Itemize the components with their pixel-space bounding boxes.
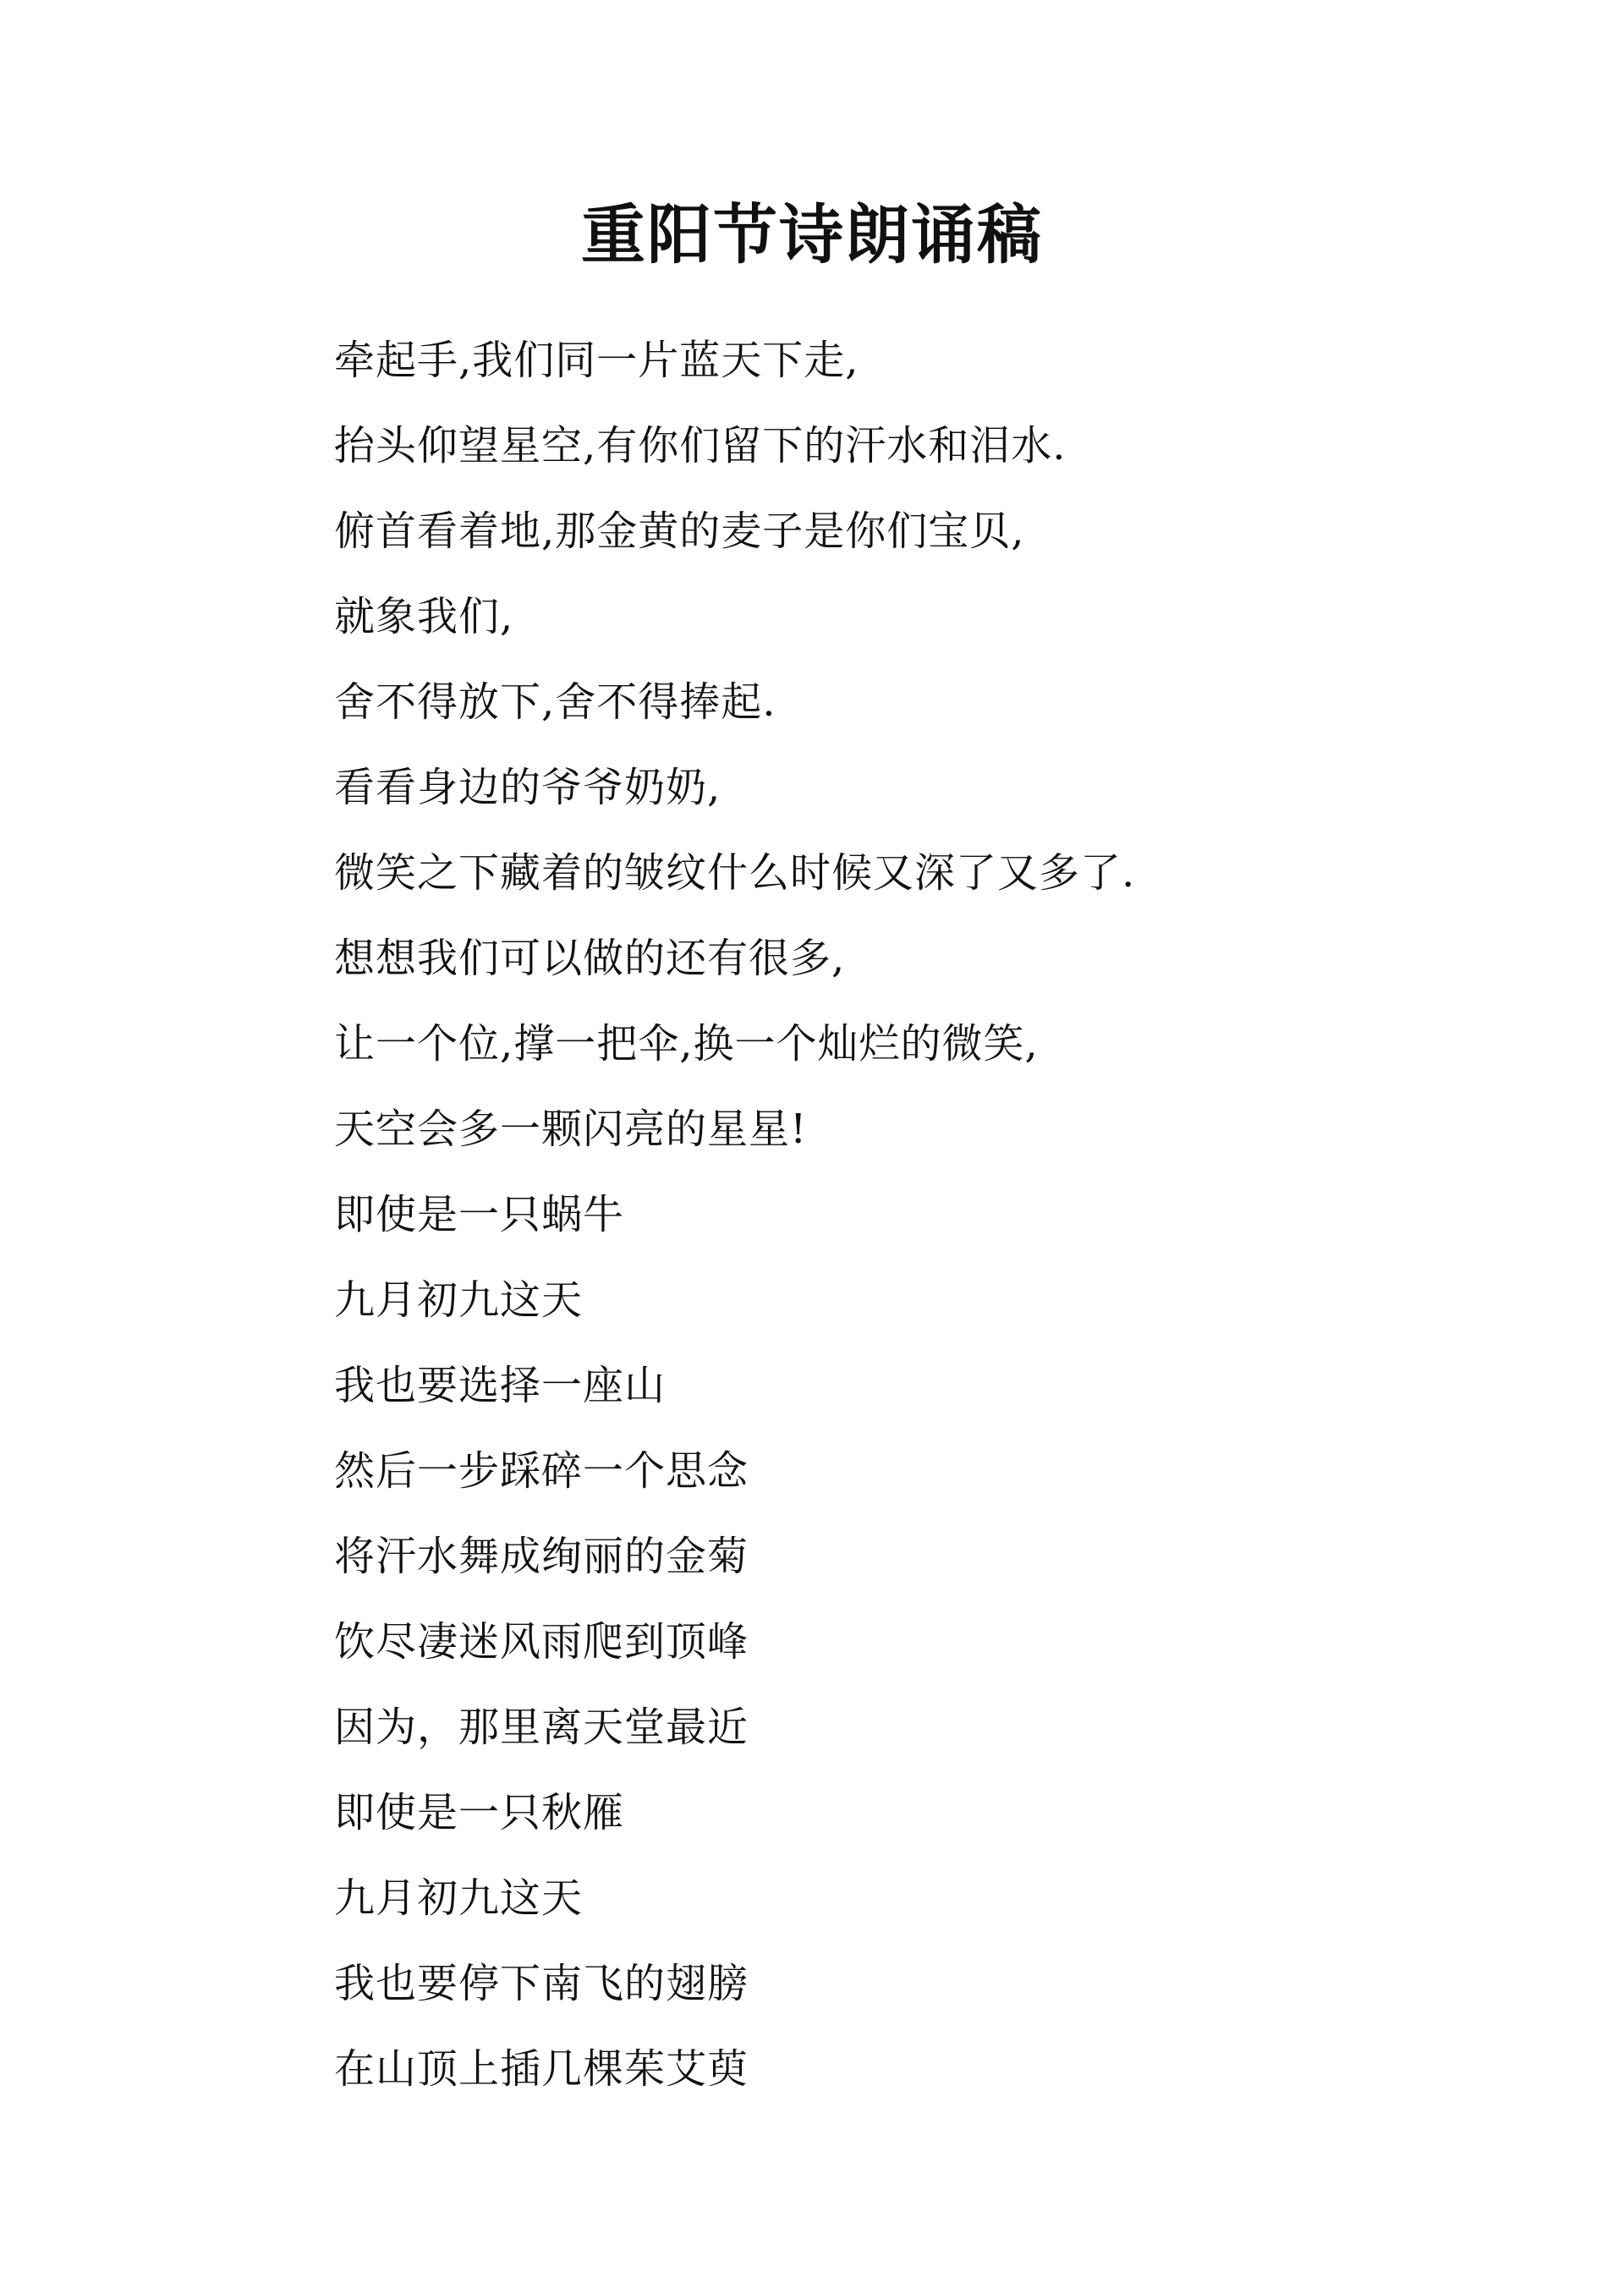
poem-line: 舍不得放下,舍不得捧起. bbox=[334, 678, 776, 726]
poem-line: 因为，那里离天堂最近 bbox=[334, 1704, 749, 1751]
poem-line: 九月初九这天 bbox=[334, 1276, 584, 1324]
poem-line: 抬头仰望星空,有你们留下的汗水和泪水. bbox=[334, 422, 1067, 469]
poem-line: 然后一步踩碎一个思念 bbox=[334, 1447, 749, 1495]
poem-line: 俯首看着地,那金黄的麦子是你们宝贝, bbox=[334, 508, 1025, 555]
poem-line: 就象我们, bbox=[334, 593, 514, 640]
poem-line: 即使是一只秋雁 bbox=[334, 1789, 625, 1836]
poem-line: 九月初九这天 bbox=[334, 1874, 584, 1922]
poem-line: 让一个位,撑一把伞,换一个灿烂的微笑, bbox=[334, 1020, 1039, 1067]
poem-line: 微笑之下藏着的皱纹什么时候又深了又多了. bbox=[334, 849, 1136, 897]
poem-line: 我也要停下南飞的翅膀 bbox=[334, 1960, 749, 2007]
poem-line: 在山顶上插几棵茱艾萸 bbox=[334, 2045, 749, 2093]
poem-line: 我也要选择一座山 bbox=[334, 1362, 667, 1409]
document-title: 重阳节诗朗诵稿 bbox=[581, 197, 1043, 272]
poem-line: 天空会多一颗闪亮的星星! bbox=[334, 1106, 808, 1153]
poem-body bbox=[334, 318, 1518, 2112]
poem-line: 看看身边的爷爷奶奶, bbox=[334, 764, 721, 811]
poem-line: 牵起手,我们同一片蓝天下走, bbox=[334, 337, 859, 384]
poem-line: 饮尽凄迷风雨爬到顶峰 bbox=[334, 1618, 749, 1666]
poem-line: 将汗水舞成绚丽的金菊 bbox=[334, 1533, 749, 1580]
poem-line: 即使是一只蜗牛 bbox=[334, 1191, 625, 1238]
poem-line: 想想我们可以做的还有很多, bbox=[334, 935, 846, 982]
